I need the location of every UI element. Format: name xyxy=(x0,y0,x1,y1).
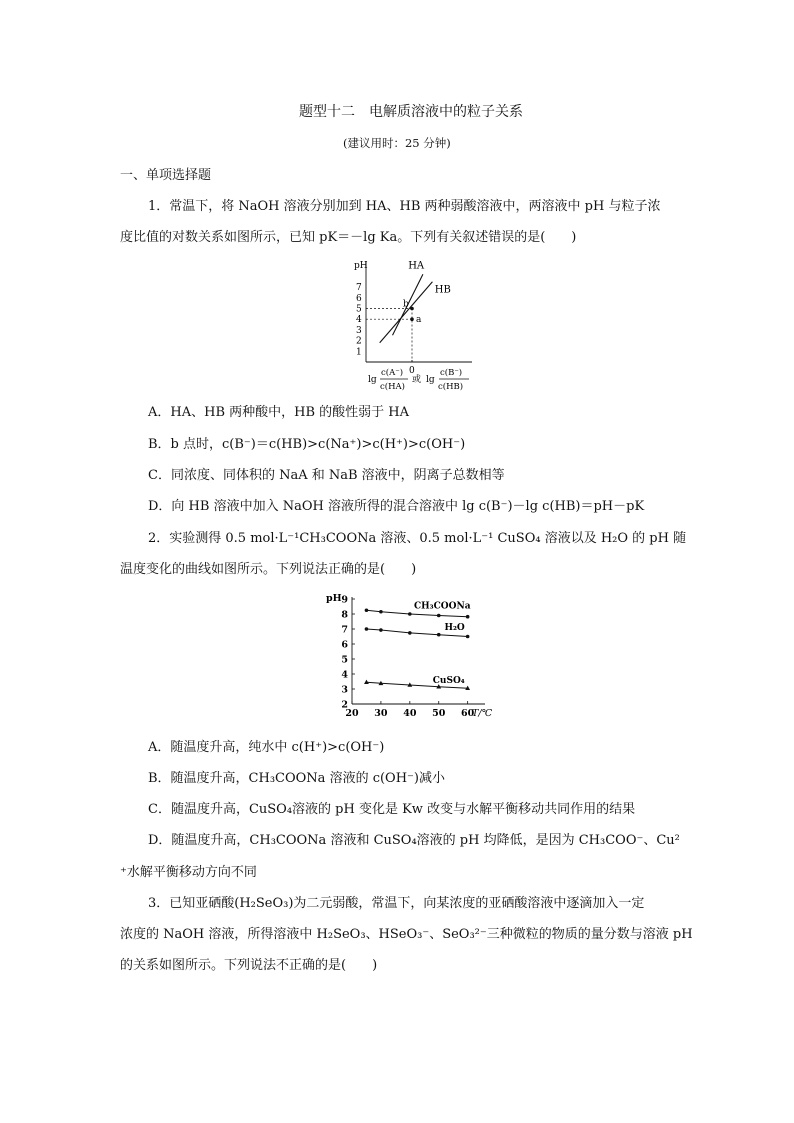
y-tick-label: 3 xyxy=(341,684,348,696)
q2-option-a: A．随温度升高，纯水中 c(H⁺)>c(OH⁻) xyxy=(148,740,385,755)
q3-stem-line1: 3．已知亚硒酸(H₂SeO₃)为二元弱酸，常温下，向某浓度的亚硒酸溶液中逐滴加入一定 xyxy=(148,896,645,911)
y-tick-label: 4 xyxy=(356,315,362,326)
x-tick-label: 40 xyxy=(403,708,417,719)
y-tick-label: 7 xyxy=(356,283,362,294)
q1-option-a: A．HA、HB 两种酸中，HB 的酸性弱于 HA xyxy=(148,405,410,420)
data-point-H₂O xyxy=(437,633,441,637)
q1-option-b: B．b 点时，c(B⁻)＝c(HB)>c(Na⁺)>c(H⁺)>c(OH⁻) xyxy=(148,437,466,452)
suggested-time: (建议用时：25 分钟) xyxy=(343,136,451,150)
data-point-CH₃COONa xyxy=(365,608,369,612)
data-point-CH₃COONa xyxy=(379,610,383,614)
q2-option-d-line1: D．随温度升高，CH₃COONa 溶液和 CuSO₄溶液的 pH 均降低，是因为 CH₃COO⁻、Cu² xyxy=(148,833,680,848)
y-tick-label: 7 xyxy=(341,624,348,636)
series-line-HB xyxy=(380,282,433,343)
series-label-CH₃COONa: CH₃COONa xyxy=(414,601,471,612)
y-tick-label: 5 xyxy=(341,654,348,666)
y-tick-label: 1 xyxy=(356,347,362,358)
page-title: 题型十二 电解质溶液中的粒子关系 xyxy=(299,104,523,120)
q2-option-d-line2: ⁺水解平衡移动方向不同 xyxy=(120,865,257,880)
data-point-CH₃COONa xyxy=(408,612,412,616)
y-tick-label: 3 xyxy=(356,325,362,336)
q2-option-c: C．随温度升高，CuSO₄溶液的 pH 变化是 Kw 改变与水解平衡移动共同作用的结果 xyxy=(148,802,636,817)
y-axis-label: pH xyxy=(354,261,368,271)
x-tick-label: 60 xyxy=(461,708,475,719)
q2-stem-line2: 温度变化的曲线如图所示。下列说法正确的是( ) xyxy=(120,562,417,577)
data-point-H₂O xyxy=(365,627,369,631)
x-label-or: 或 xyxy=(412,375,422,385)
y-tick-label: 4 xyxy=(341,669,348,681)
point-a xyxy=(410,317,414,321)
y-tick-label: 2 xyxy=(341,699,348,711)
q1-stem-line1: 1．常温下，将 NaOH 溶液分别加到 HA、HB 两种弱酸溶液中，两溶液中 pH 与粒子浓 xyxy=(148,199,661,214)
data-point-CH₃COONa xyxy=(466,615,470,619)
q2-stem-line1: 2．实验测得 0.5 mol·L⁻¹CH₃COONa 溶液、0.5 mol·L⁻¹ CuSO₄ 溶液以及 H₂O 的 pH 随 xyxy=(148,531,687,546)
x-tick-label: 20 xyxy=(345,708,359,719)
q2-option-b: B．随温度升高，CH₃COONa 溶液的 c(OH⁻)减小 xyxy=(148,771,445,786)
x-label-num-1: c(A⁻) xyxy=(381,368,404,378)
point-label-b: b xyxy=(403,299,409,310)
x-tick-label: 30 xyxy=(374,708,388,719)
data-point-H₂O xyxy=(379,628,383,632)
x-label-lg-2: lg xyxy=(426,375,435,385)
x-tick-label: 0 xyxy=(409,366,415,376)
data-point-H₂O xyxy=(466,635,470,639)
q3-stem-line3: 的关系如图所示。下列说法不正确的是( ) xyxy=(120,958,378,973)
data-point-H₂O xyxy=(408,631,412,635)
q1-option-d: D．向 HB 溶液中加入 NaOH 溶液所得的混合溶液中 lg c(B⁻)－lg c(HB)＝pH－pK xyxy=(148,499,645,514)
x-label-den-1: c(HA) xyxy=(380,382,405,392)
point-label-a: a xyxy=(416,315,422,326)
q2-chart xyxy=(322,588,502,724)
q1-chart xyxy=(348,255,478,397)
y-tick-label: 8 xyxy=(341,609,348,621)
y-tick-label: 5 xyxy=(356,304,362,315)
y-tick-label: 6 xyxy=(356,293,362,304)
x-tick-label: 50 xyxy=(432,708,446,719)
q1-stem-line2: 度比值的对数关系如图所示，已知 pK＝－lg Ka。下列有关叙述错误的是( ) xyxy=(120,230,577,245)
y-tick-label: 9 xyxy=(341,594,348,606)
series-label-CuSO₄: CuSO₄ xyxy=(432,676,465,686)
y-axis-label: pH xyxy=(326,593,342,604)
series-label-H₂O: H₂O xyxy=(444,622,465,633)
point-b xyxy=(410,307,414,311)
data-point-CuSO₄ xyxy=(364,680,369,684)
x-label-lg-1: lg xyxy=(368,375,377,385)
section-heading: 一、单项选择题 xyxy=(120,168,212,183)
x-axis-label: T/℃ xyxy=(471,708,493,719)
data-point-CH₃COONa xyxy=(437,614,441,618)
q3-stem-line2: 浓度的 NaOH 溶液，所得溶液中 H₂SeO₃、HSeO₃⁻、SeO₃²⁻三种微粒的物质的量分数与溶液 pH xyxy=(120,927,693,942)
series-label-HB: HB xyxy=(434,284,451,296)
x-label-den-2: c(HB) xyxy=(438,382,464,392)
q1-option-c: C．同浓度、同体积的 NaA 和 NaB 溶液中，阴离子总数相等 xyxy=(148,468,505,483)
y-tick-label: 2 xyxy=(356,336,362,347)
x-label-num-2: c(B⁻) xyxy=(440,368,463,378)
y-tick-label: 6 xyxy=(341,639,348,651)
series-label-HA: HA xyxy=(408,260,425,272)
